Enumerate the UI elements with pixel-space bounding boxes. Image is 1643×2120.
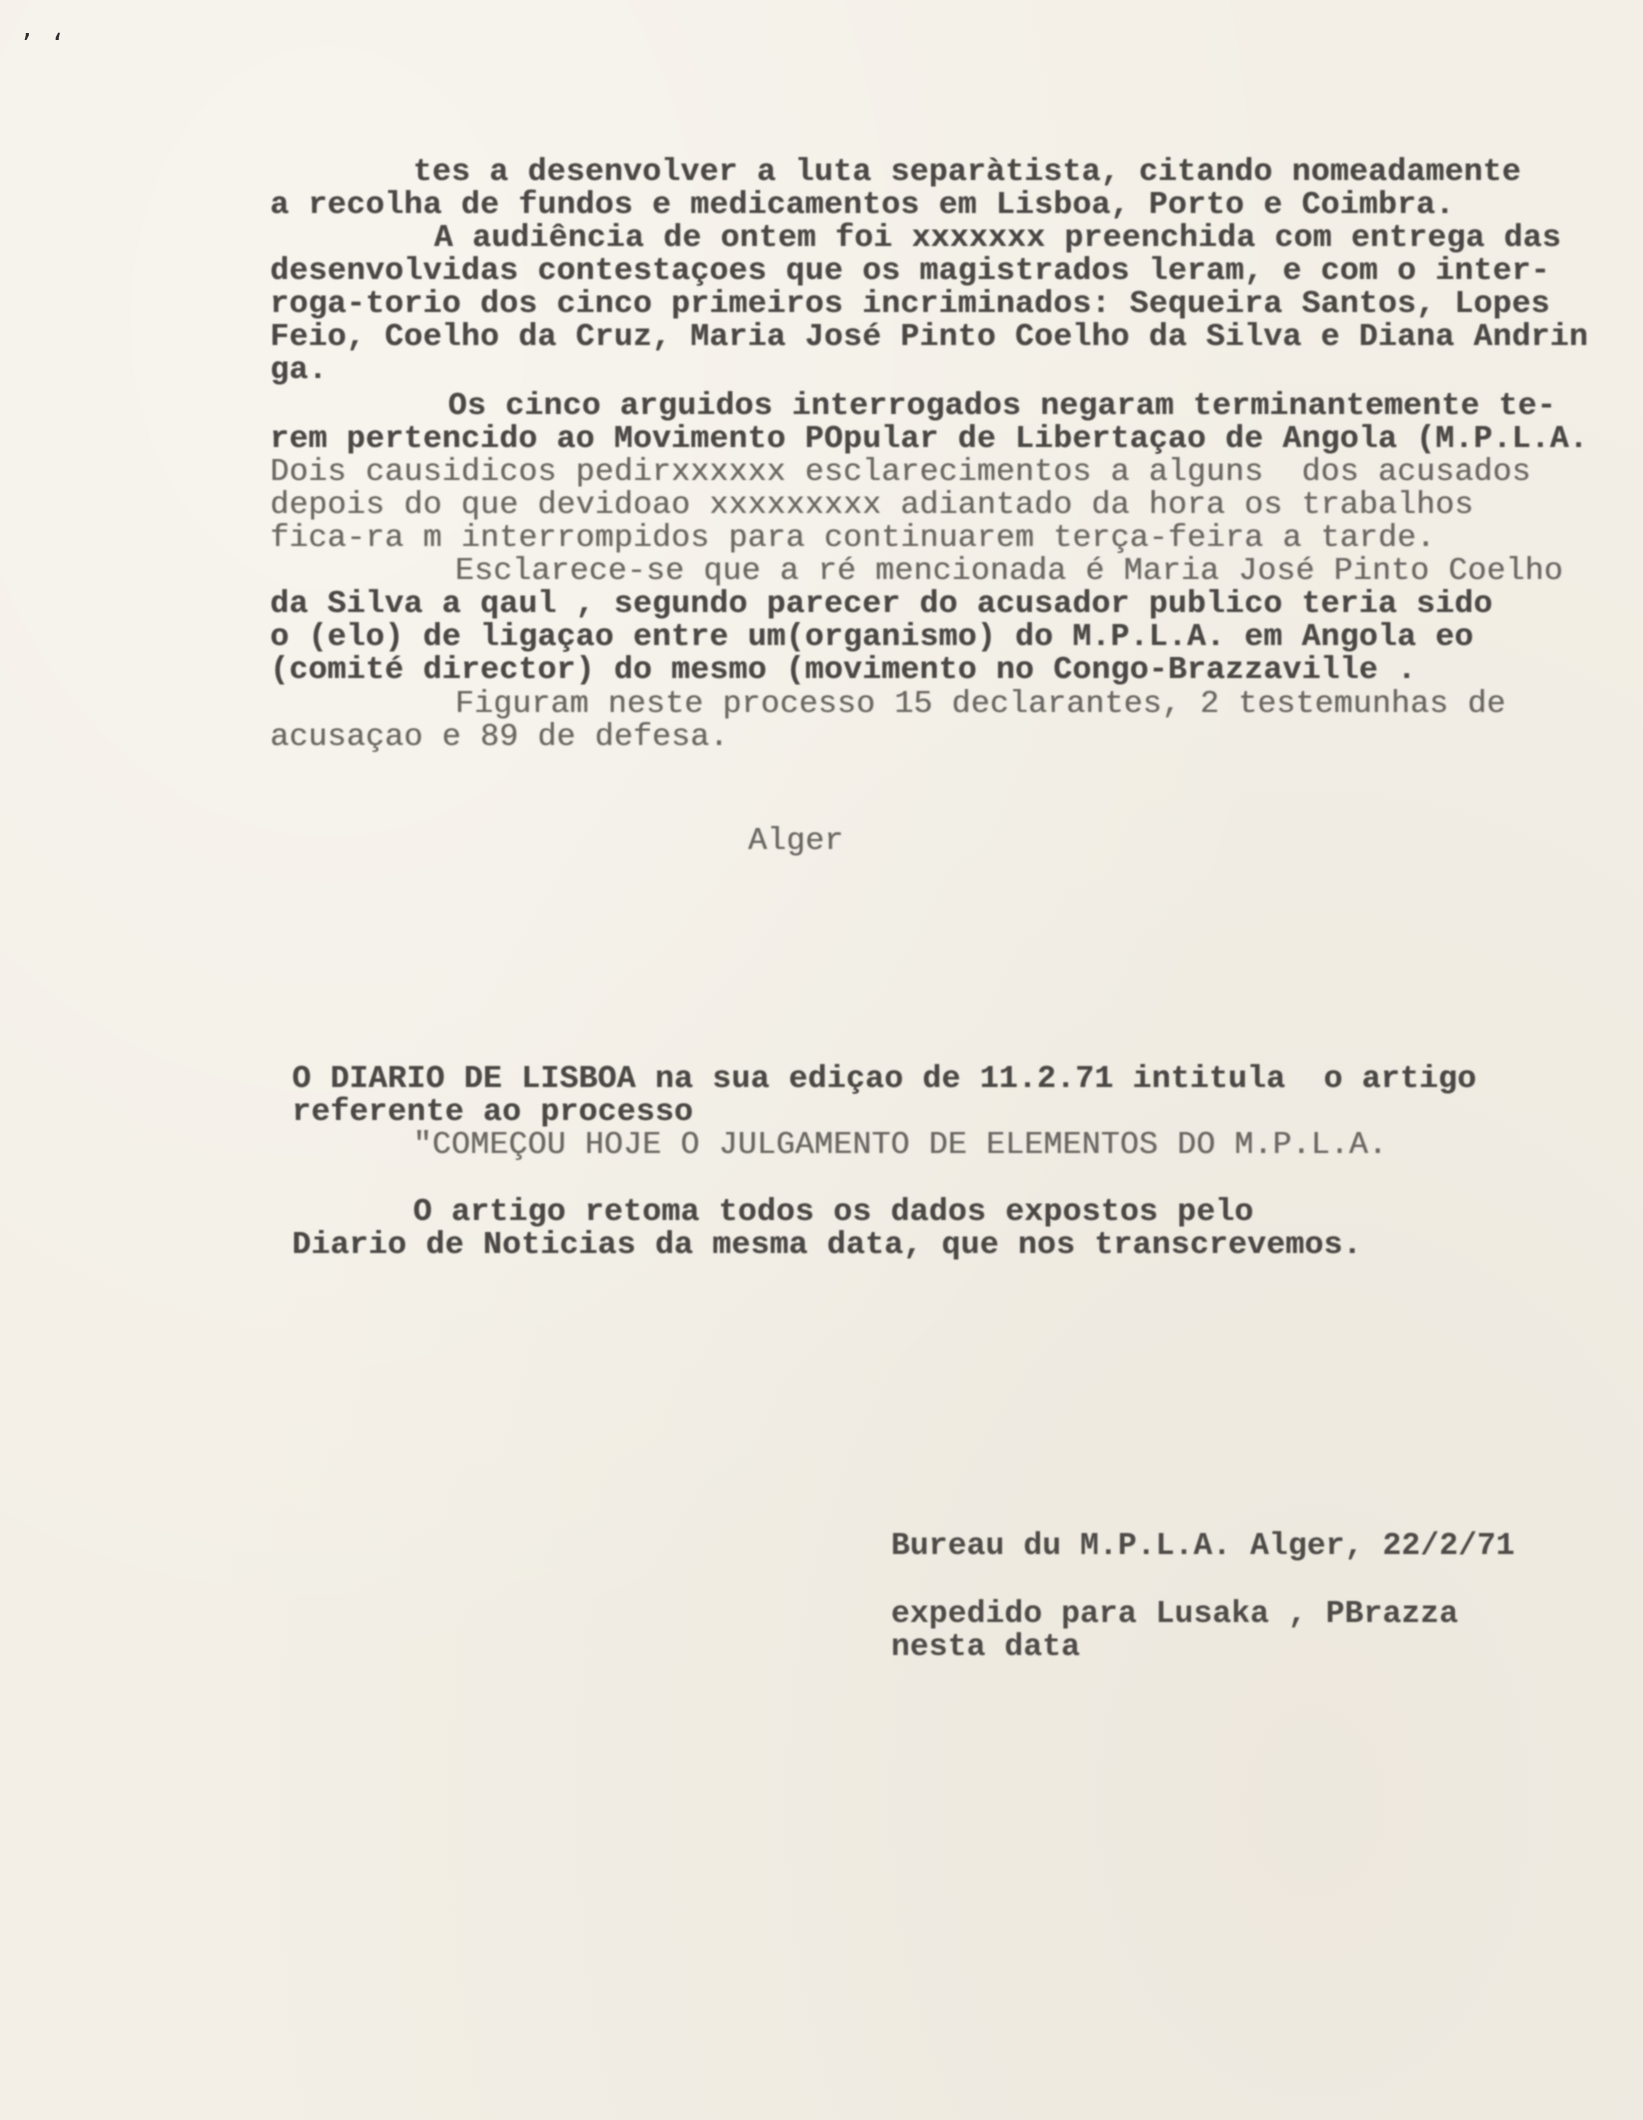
corner-mark: ’ ‘ [22, 28, 69, 63]
body-line: Feio, Coelho da Cruz, Maria José Pinto Coelho da Silva e Diana Andrin [270, 320, 1589, 355]
body-line: ga. [270, 353, 328, 388]
diario-headline: "COMEÇOU HOJE O JULGAMENTO DE ELEMENTOS DO M.P.L.A. [413, 1128, 1388, 1163]
place-name: Alger [748, 824, 844, 859]
body-line: fica-ra m interrompidos para continuarem terça-feira a tarde. [270, 521, 1436, 556]
diario-line: Diario de Noticias da mesma data, que nos transcrevemos. [292, 1228, 1362, 1263]
body-line: a recolha de fundos e medicamentos em Lisboa, Porto e Coimbra. [270, 188, 1455, 223]
dispatch-date-note: nesta data [891, 1630, 1081, 1665]
body-line: roga-torio dos cinco primeiros incriminados: Sequeira Santos, Lopes [270, 287, 1550, 322]
body-line: depois do que devidoao xxxxxxxxx adiantado da hora os trabalhos [270, 488, 1474, 523]
body-line: Esclarece-se que a ré mencionada é Maria José Pinto Coelho [455, 554, 1563, 589]
body-line: Os cinco arguidos interrogados negaram terminantemente te- [448, 389, 1556, 424]
body-line: desenvolvidas contestaçoes que os magistrados leram, e com o inter- [270, 254, 1550, 289]
dispatch-note: expedido para Lusaka , PBrazza [891, 1597, 1459, 1632]
body-line: acusaçao e 89 de defesa. [270, 720, 729, 755]
diario-line: O DIARIO DE LISBOA na sua ediçao de 11.2.71 intitula o artigo [292, 1062, 1477, 1097]
diario-line: O artigo retoma todos os dados expostos pelo [413, 1195, 1254, 1230]
body-line: rem pertencido ao Movimento POpular de Libertaçao de Angola (M.P.L.A. [270, 422, 1589, 457]
body-line: Dois causidicos pedirxxxxxx esclarecimentos a alguns dos acusados [270, 455, 1531, 490]
diario-line: referente ao processo [292, 1095, 694, 1130]
body-line: (comité director) do mesmo (movimento no Congo-Brazzaville . [270, 653, 1417, 688]
body-line: A audiência de ontem foi xxxxxxx preenchida com entrega das [434, 221, 1562, 256]
body-line: o (elo) de ligaçao entre um(organismo) do M.P.L.A. em Angola eo [270, 620, 1474, 655]
body-line: tes a desenvolver a luta separàtista, citando nomeadamente [413, 155, 1521, 190]
bureau-signature: Bureau du M.P.L.A. Alger, 22/2/71 [891, 1529, 1515, 1564]
body-line: Figuram neste processo 15 declarantes, 2 testemunhas de [455, 687, 1506, 722]
body-line: da Silva a qaul , segundo parecer do acusador publico teria sido [270, 587, 1493, 622]
